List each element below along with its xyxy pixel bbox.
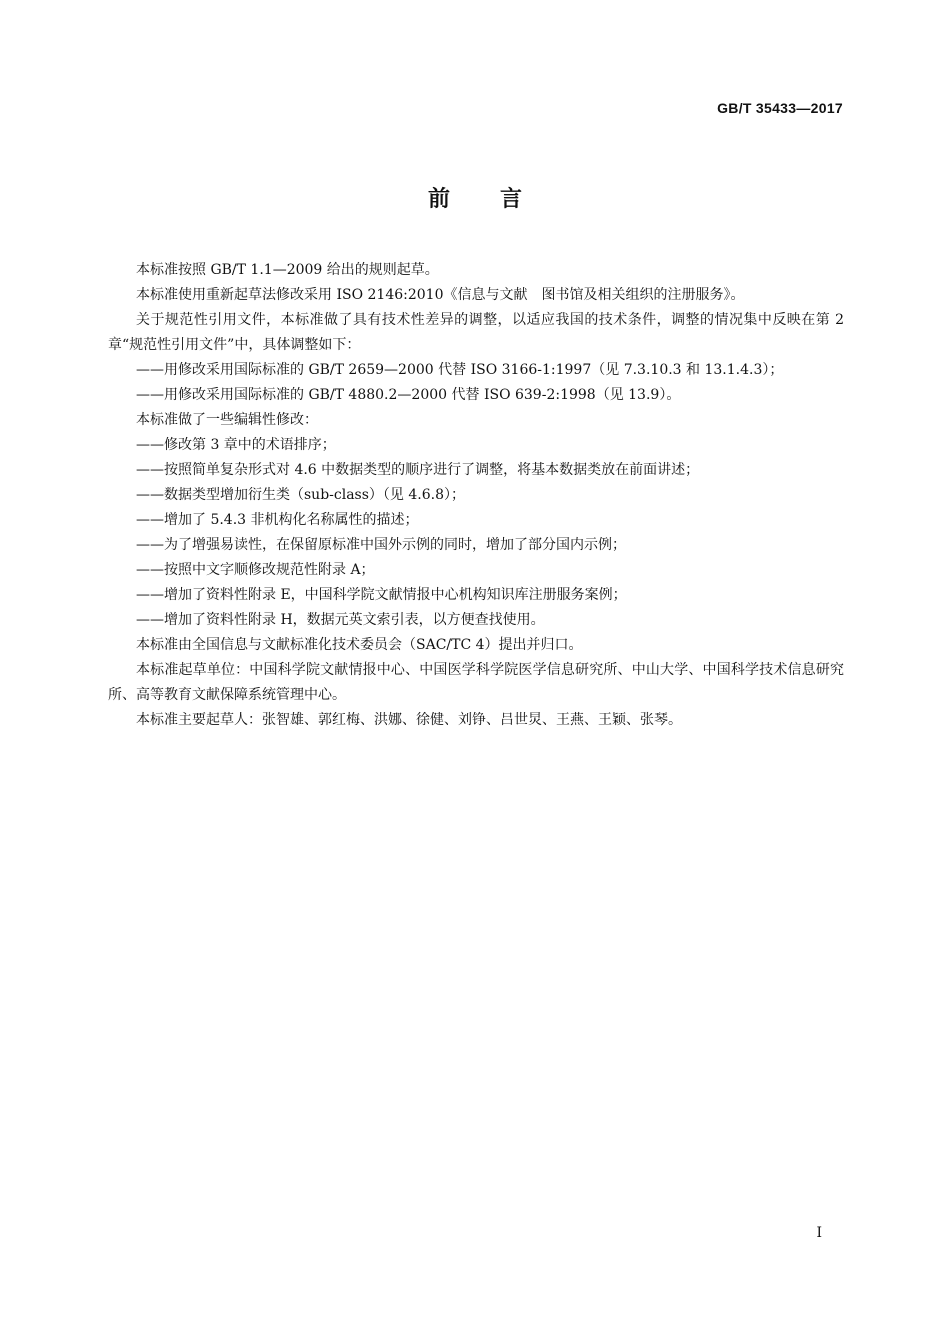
page-title: 前言 — [427, 187, 572, 212]
paragraph-drafting-units: 本标准起草单位：中国科学院文献情报中心、中国医学科学院医学信息研究所、中山大学、中国科学技术信息研究所、高等教育文献保障系统管理中心。 — [108, 662, 844, 703]
paragraph-normative-refs: 关于规范性引用文件，本标准做了具有技术性差异的调整，以适应我国的技术条件，调整的情况集中反映在第 2 章“规范性引用文件”中，具体调整如下： — [108, 312, 844, 353]
paragraph-proposed-by: 本标准由全国信息与文献标准化技术委员会（SAC/TC 4）提出并归口。 — [136, 637, 583, 653]
page-number: I — [816, 1225, 822, 1241]
list-item-ref-1: ——用修改采用国际标准的 GB/T 2659—2000 代替 ISO 3166-1:1997（见 7.3.10.3 和 13.1.4.3）； — [136, 362, 784, 378]
list-item-edit-3: ——数据类型增加衍生类（sub-class）（见 4.6.8）； — [136, 487, 465, 503]
paragraph-adoption: 本标准使用重新起草法修改采用 ISO 2146:2010《信息与文献 图书馆及相关组织的注册服务》。 — [136, 287, 745, 303]
paragraph-editorial: 本标准做了一些编辑性修改： — [136, 412, 318, 428]
paragraph-drafting-rules: 本标准按照 GB/T 1.1—2009 给出的规则起草。 — [136, 262, 439, 278]
foreword-body — [108, 258, 844, 733]
list-item-edit-5: ——为了增强易读性，在保留原标准中国外示例的同时，增加了部分国内示例； — [136, 537, 626, 553]
list-item-edit-2: ——按照简单复杂形式对 4.6 中数据类型的顺序进行了调整，将基本数据类放在前面讲述； — [136, 462, 700, 478]
standard-code: GB/T 35433—2017 — [717, 100, 843, 116]
list-item-edit-8: ——增加了资料性附录 H，数据元英文索引表，以方便查找使用。 — [136, 612, 545, 628]
paragraph-drafters: 本标准主要起草人：张智雄、郭红梅、洪娜、徐健、刘铮、吕世炅、王燕、王颖、张琴。 — [136, 712, 682, 728]
list-item-ref-2: ——用修改采用国际标准的 GB/T 4880.2—2000 代替 ISO 639-2:1998（见 13.9）。 — [136, 387, 681, 403]
list-item-edit-6: ——按照中文字顺修改规范性附录 A； — [136, 562, 375, 578]
list-item-edit-4: ——增加了 5.4.3 非机构化名称属性的描述； — [136, 512, 419, 528]
list-item-edit-1: ——修改第 3 章中的术语排序； — [136, 437, 336, 453]
list-item-edit-7: ——增加了资料性附录 E，中国科学院文献情报中心机构知识库注册服务案例； — [136, 587, 627, 603]
